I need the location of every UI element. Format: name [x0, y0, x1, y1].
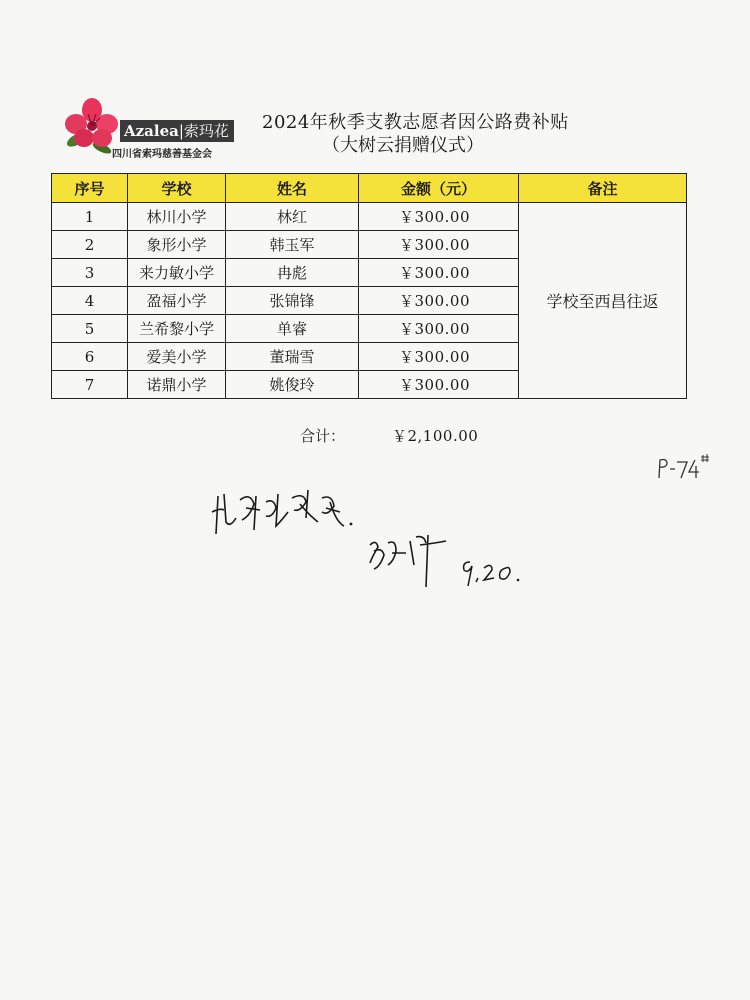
- row-name: 姚俊玲: [226, 371, 359, 399]
- document-subtitle: （大树云捐赠仪式）: [322, 135, 484, 156]
- handwritten-reference-mark: [655, 452, 715, 484]
- subsidy-table: [51, 173, 687, 399]
- row-school: 爱美小学: [128, 343, 226, 371]
- row-no: 4: [52, 287, 128, 315]
- table-row: [52, 203, 687, 231]
- total-value: ￥2,100.00: [392, 427, 479, 445]
- logo-brand-cn: 索玛花: [183, 122, 229, 140]
- total-label: 合计：: [300, 427, 346, 445]
- row-school: 象形小学: [128, 231, 226, 259]
- row-amount: ￥300.00: [359, 371, 519, 399]
- document-title: 2024年秋季支教志愿者因公路费补贴: [262, 112, 569, 133]
- handwritten-signature-2: [366, 525, 466, 595]
- row-amount: ￥300.00: [359, 343, 519, 371]
- row-school: 诺鼎小学: [128, 371, 226, 399]
- row-no: 3: [52, 259, 128, 287]
- handwritten-date: [460, 554, 530, 590]
- row-amount: ￥300.00: [359, 203, 519, 231]
- logo-brand-en: Azalea: [124, 122, 179, 140]
- header-school: 学校: [128, 174, 226, 203]
- row-no: 5: [52, 315, 128, 343]
- row-name: 董瑞雪: [226, 343, 359, 371]
- row-school: 来力敏小学: [128, 259, 226, 287]
- logo-brand-band: [120, 120, 234, 142]
- row-amount: ￥300.00: [359, 287, 519, 315]
- handwritten-signature-1: [210, 482, 358, 544]
- header-no: 序号: [52, 174, 128, 203]
- row-no: 1: [52, 203, 128, 231]
- logo-org-name: 四川省索玛慈善基金会: [112, 149, 212, 160]
- header-amount: 金额（元）: [359, 174, 519, 203]
- row-name: 张锦锋: [226, 287, 359, 315]
- row-amount: ￥300.00: [359, 259, 519, 287]
- row-no: 7: [52, 371, 128, 399]
- row-school: 兰希黎小学: [128, 315, 226, 343]
- row-amount: ￥300.00: [359, 315, 519, 343]
- row-school: 林川小学: [128, 203, 226, 231]
- header-note: 备注: [519, 174, 687, 203]
- row-amount: ￥300.00: [359, 231, 519, 259]
- table-header-row: [52, 174, 687, 203]
- row-name: 冉彪: [226, 259, 359, 287]
- row-no: 6: [52, 343, 128, 371]
- header-name: 姓名: [226, 174, 359, 203]
- row-no: 2: [52, 231, 128, 259]
- row-name: 韩玉军: [226, 231, 359, 259]
- row-name: 单睿: [226, 315, 359, 343]
- organization-logo: [62, 98, 242, 164]
- row-school: 盈福小学: [128, 287, 226, 315]
- row-name: 林红: [226, 203, 359, 231]
- row-note: 学校至西昌往返: [519, 203, 687, 399]
- logo-brand-divider: |: [178, 122, 184, 140]
